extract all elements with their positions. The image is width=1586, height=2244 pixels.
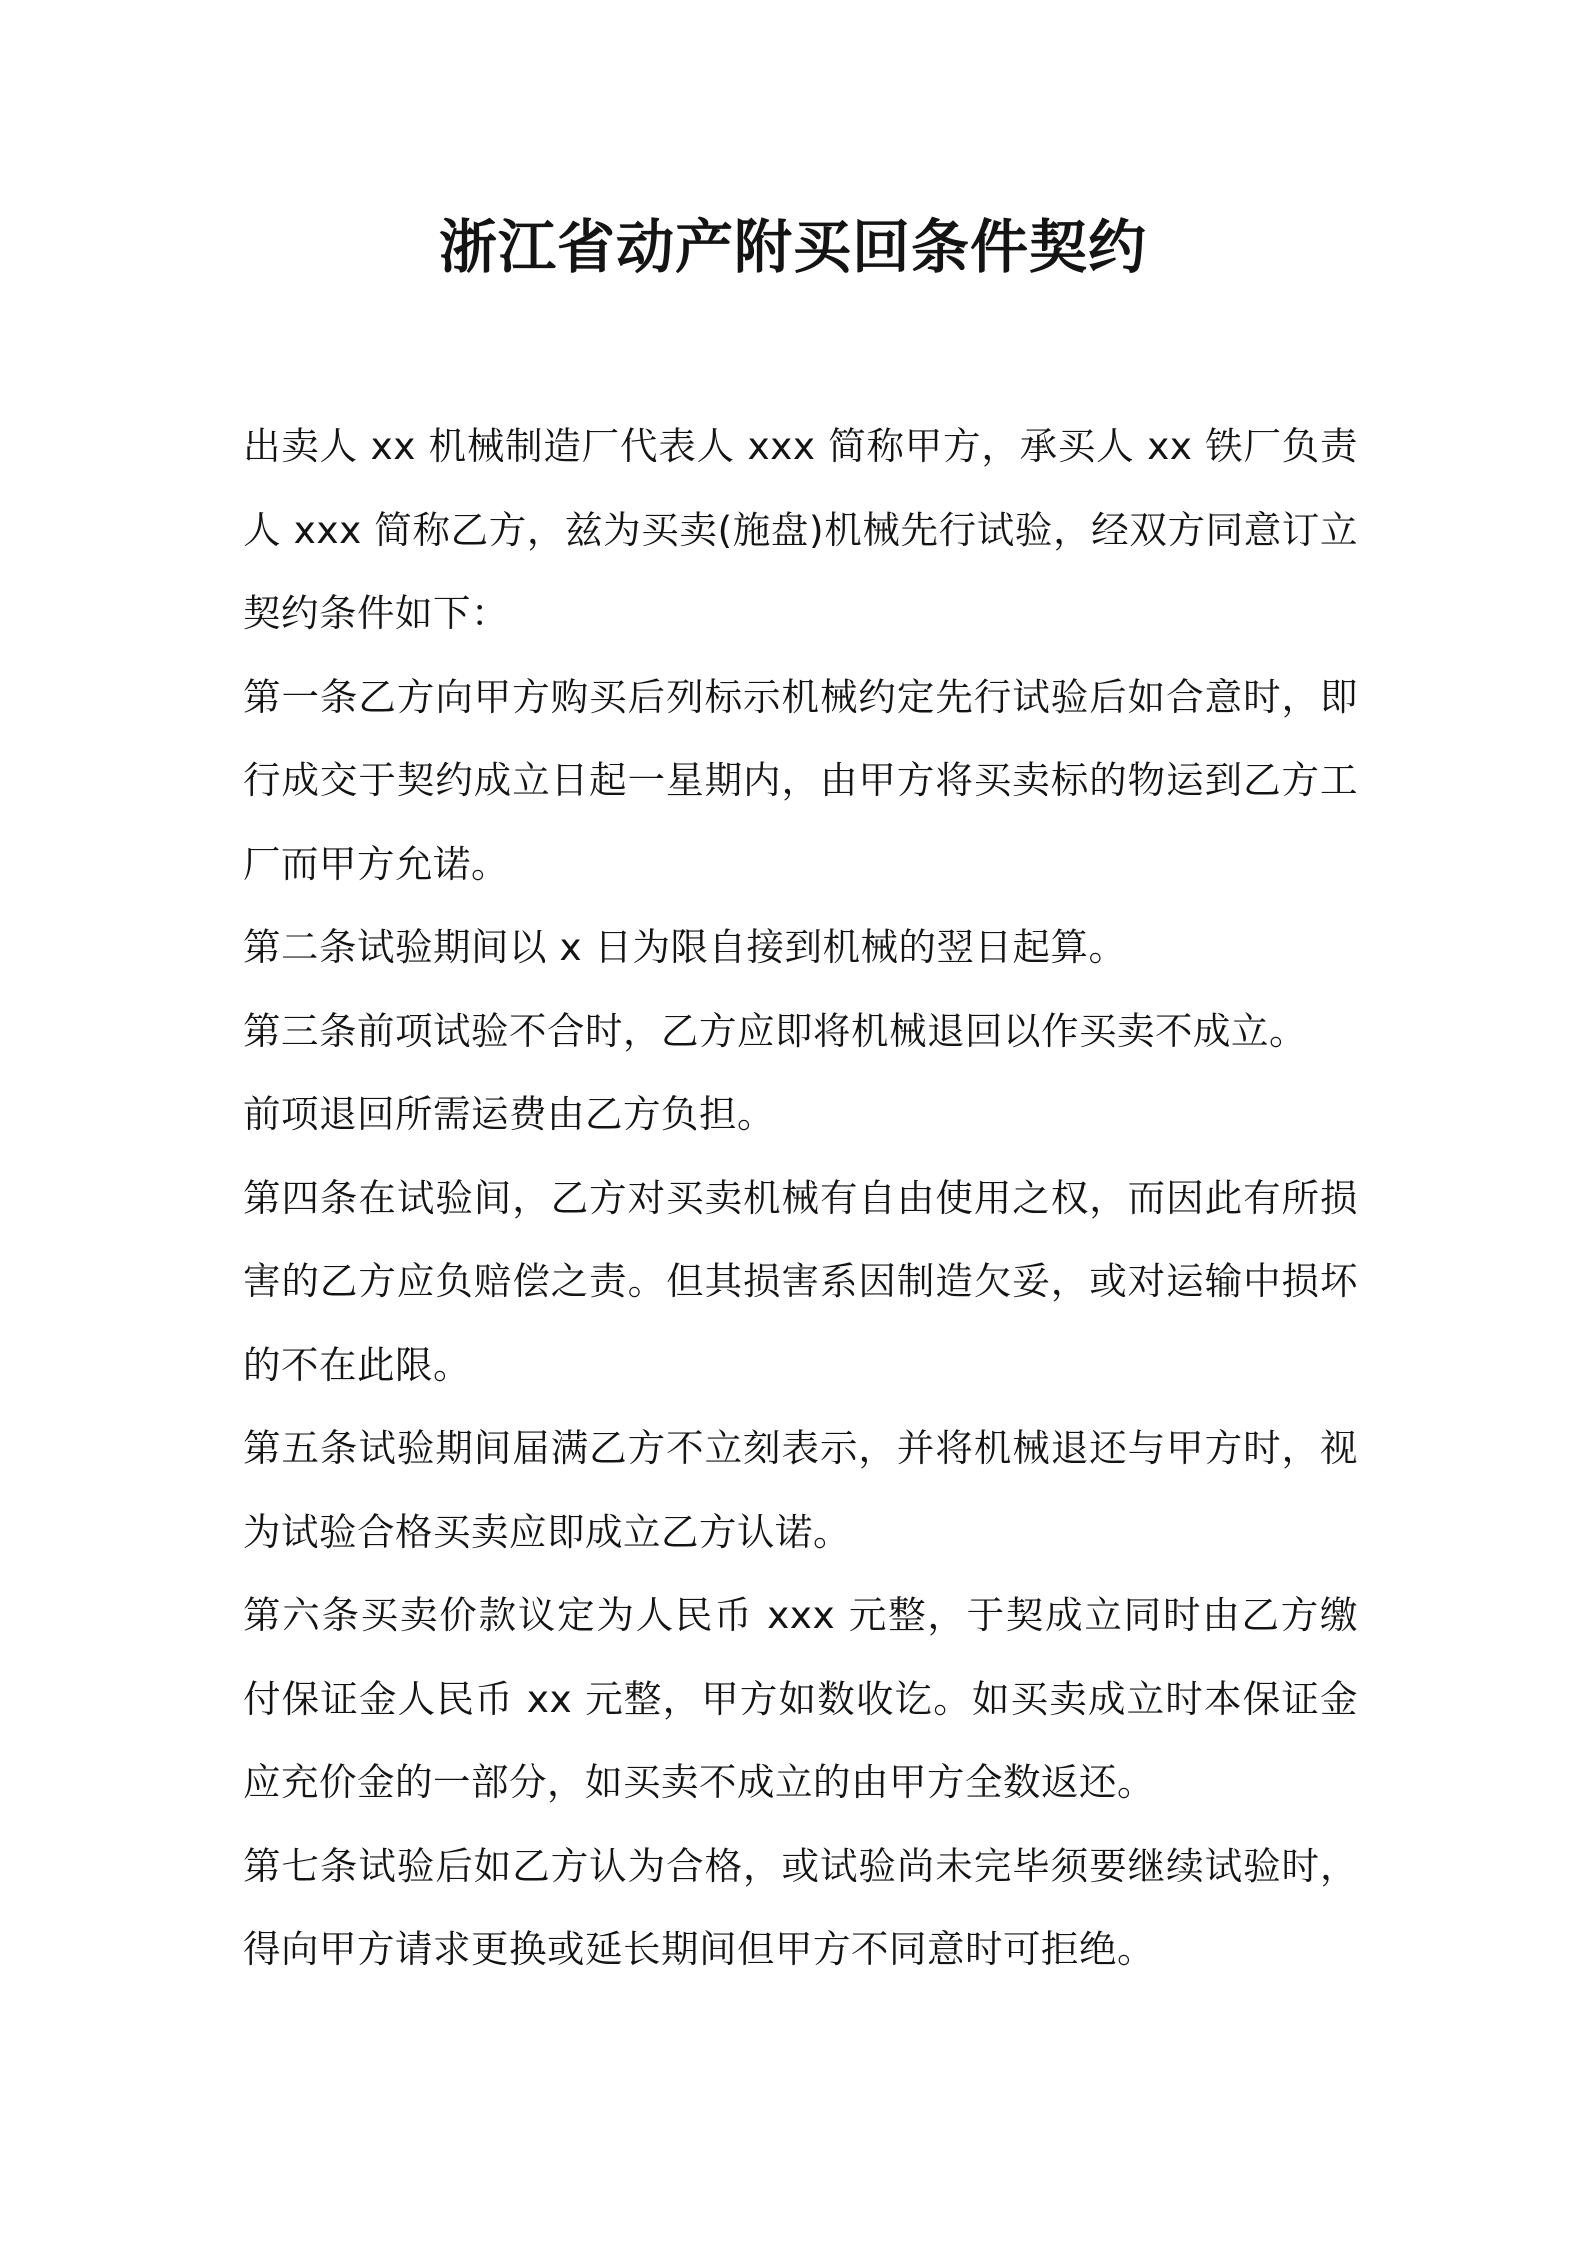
document-body — [243, 405, 1358, 1992]
article-5-paragraph: 第五条试验期间届满乙方不立刻表示，并将机械退还与甲方时，视为试验合格买卖应即成立乙方认诺。 — [243, 1426, 1358, 1554]
article-7-paragraph: 第七条试验后如乙方认为合格，或试验尚未完毕须要继续试验时，得向甲方请求更换或延长期间但甲方不同意时可拒绝。 — [243, 1843, 1358, 1971]
article-4-paragraph: 第四条在试验间，乙方对买卖机械有自由使用之权，而因此有所损害的乙方应负赔偿之责。但其损害系因制造欠妥，或对运输中损坏的不在此限。 — [243, 1175, 1358, 1387]
article-3-paragraph: 第三条前项试验不合时，乙方应即将机械退回以作买卖不成立。 — [243, 1008, 1307, 1053]
document-title: 浙江省动产附买回条件契约 — [438, 213, 1147, 281]
article-1-paragraph: 第一条乙方向甲方购买后列标示机械约定先行试验后如合意时，即行成交于契约成立日起一星期内，由甲方将买卖标的物运到乙方工厂而甲方允诺。 — [243, 674, 1358, 886]
article-3-continuation-paragraph: 前项退回所需运费由乙方负担。 — [243, 1092, 775, 1136]
article-2-paragraph: 第二条试验期间以 x 日为限自接到机械的翌日起算。 — [243, 925, 1127, 969]
article-6-paragraph: 第六条买卖价款议定为人民币 xxx 元整，于契成立同时由乙方缴付保证金人民币 xx 元整，甲方如数收讫。如买卖成立时本保证金应充价金的一部分，如买卖不成立的由甲方全数返还。 — [243, 1593, 1358, 1804]
preamble-paragraph: 出卖人 xx 机械制造厂代表人 xxx 简称甲方，承买人 xx 铁厂负责人 xxx 简称乙方，兹为买卖(施盘)机械先行试验，经双方同意订立契约条件如下： — [243, 424, 1358, 635]
